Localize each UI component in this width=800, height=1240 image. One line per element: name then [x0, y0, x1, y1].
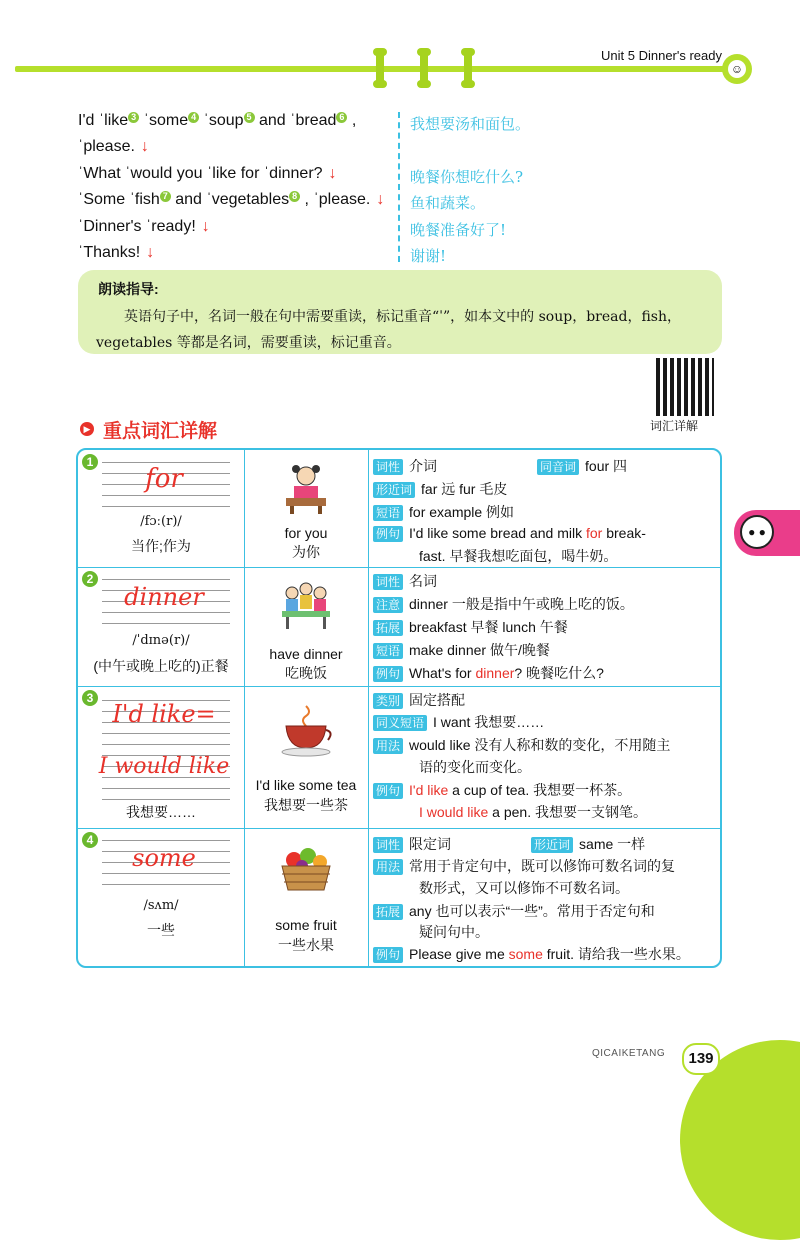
vocab-row: 2 dinner /ˈdɪnə(r)/ (中午或晚上吃的)正餐 have dinner 吃晚饭 词性 名词 注意 dinner 一般是指中午或晚上吃的饭。 拓展 breakfast 早餐 lunch 午餐 短语 make dinner 做午/晚餐 例句 What's for dinner? 晚餐吃什么?: [78, 567, 720, 687]
dialogue-line-4: ˈSome ˈfish 7 and ˈvegetables 8 , ˈplease. ↓: [78, 191, 385, 208]
binder-clip-icon: [464, 52, 472, 84]
panda-icon: ● ●: [740, 515, 774, 549]
entry-number-badge: 4: [82, 832, 98, 848]
footnote-badge: 8: [289, 191, 300, 202]
family-dinner-icon: [278, 577, 334, 633]
image-caption-cn: 吃晚饭: [285, 665, 327, 681]
translation-line-5: 谢谢!: [410, 247, 447, 265]
entry-number-badge: 3: [82, 690, 98, 706]
vocab-row: 3 I'd like= I would like 我想要…… I'd like some tea 我想要一些茶 类别 固定搭配 同义短语 I want 我想要…… 用法 would like 没有人称和数的变化，不用随主 语的变化而变化。 例句 I'd like a cup of tea. 我想要一杯茶。 I would like a pen. 我想要一支钢笔。: [78, 686, 720, 829]
image-caption-cn: 一些水果: [278, 937, 334, 953]
vocab-row: 1 for /fɔː(r)/ 当作;作为 for you 为你 词性 介词 同音词 four 四 形近词 far 远 fur 毛皮 短语 for example 例如 例句 I'd like some bread and milk for break- fast. 早餐我想吃面包，喝牛奶。: [78, 450, 720, 568]
translation-line-3: 鱼和蔬菜。: [410, 194, 486, 212]
footer-brand: QICAIKETANG: [592, 1048, 666, 1059]
phrase-meaning: 我想要……: [126, 804, 196, 820]
phonetic: /ˈdɪnə(r)/: [132, 633, 190, 648]
translation-line-4: 晚餐准备好了!: [410, 221, 507, 239]
footnote-badge: 6: [336, 112, 347, 123]
entry-number-badge: 1: [82, 454, 98, 470]
vocab-row: 4 some /sʌm/ 一些 some fruit 一些水果 词性 限定词 形近词 same 一样 用法 常用于肯定句中，既可以修饰可数名词的复 数形式，又可以修饰不可数名词。 拓展 any 也可以表示“一些”。常用于否定句和 疑问句中。 例句 Please give me some fruit. 请给我一些水果。: [78, 828, 720, 966]
vocab-word: dinner: [124, 583, 204, 611]
vocab-word: some: [132, 844, 196, 872]
binder-clip-icon: [376, 52, 384, 84]
word-meaning: 一些: [147, 922, 175, 938]
dialogue-line-3: ˈWhat ˈwould you ˈlike for ˈdinner? ↓: [78, 165, 337, 182]
falling-tone-arrow-icon: ↓: [140, 138, 149, 155]
falling-tone-arrow-icon: ↓: [146, 244, 155, 261]
page-number: 139: [682, 1043, 720, 1075]
phonetic: /fɔː(r)/: [140, 514, 182, 529]
section-title: 重点词汇详解: [103, 421, 218, 442]
play-bullet-icon: ▶: [80, 422, 94, 436]
dialogue-line-5: ˈDinner's ˈready! ↓: [78, 218, 210, 235]
reading-guide-body: 英语句子中，名词一般在句中需要重读，标记重音“ˈ”，如本文中的 soup，bread，fish，vegetables 等都是名词，需要重读，标记重音。: [96, 309, 681, 351]
panda-side-tab: [734, 510, 800, 556]
translation-line-2: 晚餐你想吃什么?: [410, 168, 524, 186]
reading-guide-title: 朗读指导:: [98, 281, 159, 297]
image-caption-en: have dinner: [269, 646, 343, 662]
falling-tone-arrow-icon: ↓: [376, 191, 385, 208]
girl-at-desk-icon: [278, 460, 334, 516]
translation-line-1: 我想要汤和面包。: [410, 115, 531, 133]
footnote-badge: 5: [244, 112, 255, 123]
entry-number-badge: 2: [82, 571, 98, 587]
mascot-icon: ☺: [722, 54, 752, 84]
image-caption-en: for you: [284, 525, 328, 541]
image-caption-en: some fruit: [275, 917, 337, 933]
footnote-badge: 3: [128, 112, 139, 123]
phonetic: /sʌm/: [143, 898, 179, 913]
image-caption-cn: 为你: [292, 544, 320, 560]
word-meaning: 当作;作为: [131, 538, 191, 554]
word-meaning: (中午或晚上吃的)正餐: [93, 658, 229, 674]
dialogue-line-2: ˈplease. ↓: [78, 138, 149, 155]
vocab-phrase-full: I would like: [98, 754, 230, 779]
vocab-word: for: [145, 464, 183, 494]
falling-tone-arrow-icon: ↓: [328, 165, 337, 182]
reading-guide-box: [78, 270, 722, 354]
dialogue-line-6: ˈThanks! ↓: [78, 244, 155, 261]
image-caption-en: I'd like some tea: [255, 777, 357, 793]
qr-label: 词汇详解: [650, 419, 699, 433]
qr-code-icon[interactable]: [656, 358, 714, 416]
dialogue-line-1: I'd ˈlike 3 ˈsome 4 ˈsoup 5 and ˈbread 6 ,: [78, 112, 357, 129]
footnote-badge: 4: [188, 112, 199, 123]
unit-title: Unit 5 Dinner's ready: [601, 48, 722, 63]
tea-cup-icon: [278, 702, 334, 758]
falling-tone-arrow-icon: ↓: [201, 218, 210, 235]
image-caption-cn: 我想要一些茶: [264, 797, 348, 813]
vocabulary-table: [76, 448, 722, 968]
vocab-phrase-short: I'd like=: [112, 700, 216, 728]
footnote-badge: 7: [160, 191, 171, 202]
fruit-basket-icon: [278, 840, 334, 896]
dialogue-divider: [398, 112, 400, 262]
binder-clip-icon: [420, 52, 428, 84]
